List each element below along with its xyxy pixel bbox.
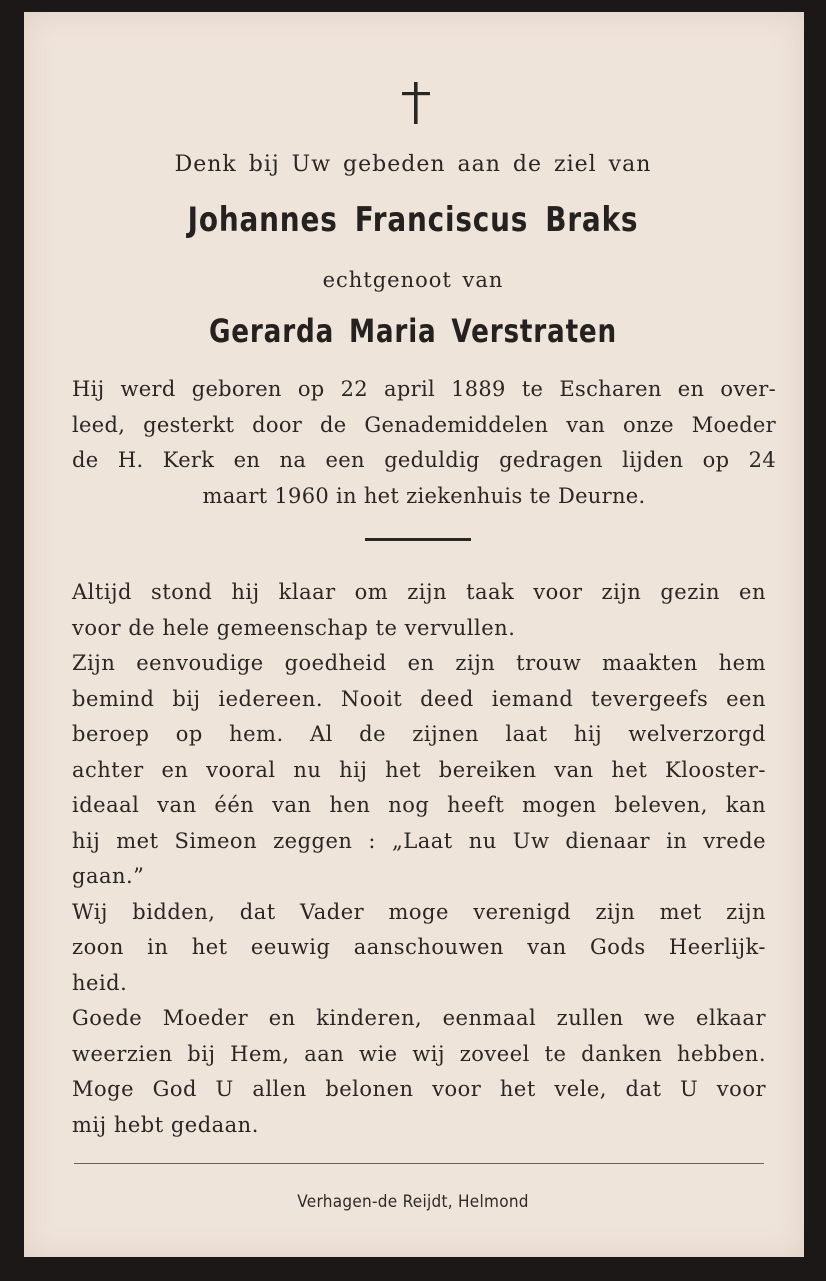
tribute-line: zoon in het eeuwig aanschouwen van Gods Heerlijk- (72, 935, 766, 959)
tribute-line: bemind bij iedereen. Nooit deed iemand tevergeefs een (72, 686, 766, 711)
tribute-line: gaan.” (72, 864, 145, 888)
tribute-line: Altijd stond hij klaar om zijn taak voor zijn gezin en (72, 580, 766, 604)
bio-line: leed, gesterkt door de Genademiddelen van onze Moeder (72, 412, 776, 437)
tribute-line: Wij bidden, dat Vader moge verenigd zijn met zijn (72, 899, 766, 924)
tribute-line: mij hebt gedaan. (72, 1112, 259, 1137)
biography-paragraph (72, 372, 776, 514)
tribute-line: Zijn eenvoudige goedheid en zijn trouw maakten hem (72, 651, 766, 675)
tribute-text (72, 575, 766, 1143)
printer-credit: Verhagen-de Reijdt, Helmond (297, 1192, 529, 1212)
tribute-line: voor de hele gemeenschap te vervullen. (72, 615, 516, 640)
tribute-line: achter en vooral nu hij het bereiken van het Klooster- (72, 757, 766, 782)
bio-line: Hij werd geboren op 22 april 1889 te Escharen en over- (72, 377, 776, 401)
tribute-line: Goede Moeder en kinderen, eenmaal zullen we elkaar (72, 1006, 766, 1030)
cross-icon (401, 81, 431, 125)
tribute-line: weerzien bij Hem, aan wie wij zoveel te danken hebben. (72, 1041, 766, 1066)
section-divider (365, 538, 471, 541)
tribute-line: ideaal van één van hen nog heeft mogen beleven, kan (72, 793, 766, 817)
intro-text: Denk bij Uw gebeden aan de ziel van (174, 152, 652, 177)
footer-rule (74, 1163, 764, 1164)
tribute-line: beroep op hem. Al de zijnen laat hij welverzorgd (72, 722, 766, 746)
tribute-line: Moge God U allen belonen voor het vele, dat U voor (72, 1077, 766, 1101)
spouse-label: echtgenoot van (322, 268, 504, 292)
spouse-name: Gerarda Maria Verstraten (208, 312, 618, 350)
tribute-line: heid. (72, 970, 128, 995)
tribute-line: hij met Simeon zeggen : „Laat nu Uw dienaar in vrede (72, 828, 766, 853)
bio-line: de H. Kerk en na een geduldig gedragen lijden op 24 (72, 448, 776, 472)
deceased-name: Johannes Franciscus Braks (187, 200, 639, 240)
bio-line: maart 1960 in het ziekenhuis te Deurne. (202, 483, 646, 508)
